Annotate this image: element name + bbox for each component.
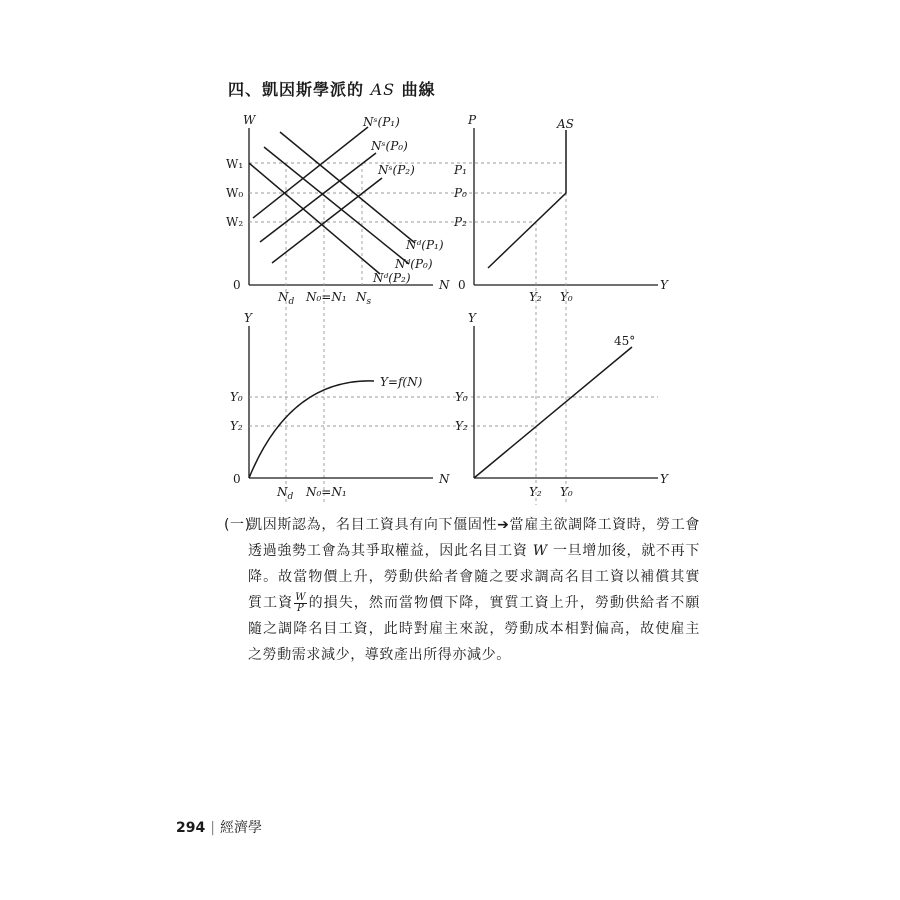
as-curve (488, 130, 566, 268)
as-curve-panel (433, 113, 669, 505)
production-x-label: N (439, 472, 450, 486)
fraction-denominator: P (296, 602, 305, 614)
label-prod-y0: Y₀ (230, 390, 243, 404)
production-function-curve (249, 381, 374, 478)
as-y-label: P (468, 113, 477, 127)
label-as-y0: Y₀ (560, 290, 573, 304)
as-x-label: Y (660, 278, 668, 292)
label-p2: P₂ (454, 215, 467, 229)
labor-origin: 0 (233, 278, 241, 292)
label-ns (355, 290, 372, 307)
label-prod-nd-main: N (277, 485, 288, 499)
label-w2: W₂ (226, 215, 244, 229)
book-title: 經濟學 (219, 820, 262, 836)
label-line45-y0: Y₀ (455, 390, 468, 404)
page-number: 294 (176, 820, 206, 836)
line45-curve (474, 347, 632, 478)
paragraph-part3: 的損失，然而當物價下降，實質工資上升，勞動供給者不願隨之調降名目工資，此時對雇主來說，勞動成本相對偏高，故使雇主之勞動需求減少，導致產出所得亦減少。 (248, 595, 700, 663)
label-ns-sub: s (366, 297, 372, 307)
label-prod-y2: Y₂ (230, 419, 243, 433)
label-prod-nd-sub: d (287, 492, 294, 502)
label-w0: W₀ (226, 186, 244, 200)
production-y-label: Y (244, 311, 252, 325)
label-ns-main: N (356, 290, 367, 304)
paragraph-w-variable: W (532, 543, 548, 559)
page-footer (176, 817, 262, 837)
label-nd-sub: d (288, 297, 295, 307)
line45-angle-label: 45° (614, 334, 636, 348)
label-supply-p2: Nˢ(P₂) (378, 163, 415, 177)
heading-prefix: 四、凱因斯學派的 (228, 80, 371, 99)
label-supply-p1: Nˢ(P₁) (363, 115, 400, 129)
label-demand-p0: Nᵈ(P₀) (395, 257, 433, 271)
label-line45-bottom-y2: Y₂ (529, 485, 542, 499)
real-wage-fraction (294, 593, 307, 614)
line45-y-label: Y (468, 311, 476, 325)
label-demand-p2: Nᵈ(P₂) (373, 271, 411, 285)
label-prod-nd (276, 485, 294, 502)
heading-as: AS (370, 80, 396, 99)
label-p0: P₀ (454, 186, 467, 200)
labor-market-panel (226, 113, 450, 505)
production-panel (230, 311, 658, 502)
label-demand-p1: Nᵈ(P₁) (406, 238, 444, 252)
fraction-numerator: W (295, 591, 307, 603)
line45-panel (455, 311, 669, 499)
production-origin: 0 (233, 472, 241, 486)
labor-y-label: W (243, 113, 256, 127)
paragraph-marker: (一) (224, 517, 251, 533)
label-supply-p0: Nˢ(P₀) (371, 139, 408, 153)
paragraph-part2: 一旦增加後，就不再下降。故當物價上升，勞動供給者會隨之要求調高名目工資以補償其實質工資 (248, 543, 700, 611)
label-prod-n0n1: N₀=N₁ (306, 485, 347, 499)
label-p1: P₁ (454, 163, 467, 177)
heading-suffix: 曲線 (395, 80, 436, 99)
as-curve-label: AS (557, 117, 574, 131)
production-function-label: Y=f(N) (380, 375, 423, 389)
footer-separator: | (210, 820, 215, 836)
label-line45-y2: Y₂ (455, 419, 468, 433)
paragraph-part1: 凱因斯認為，名目工資具有向下僵固性➔當雇主欲調降工資時，勞工會透過強勢工會為其爭取權益，因此名目工資 (248, 517, 700, 559)
line45-x-label: Y (660, 472, 668, 486)
label-as-y2: Y₂ (529, 290, 542, 304)
label-nd-main: N (278, 290, 289, 304)
explanation-paragraph (224, 512, 700, 668)
label-line45-bottom-y0: Y₀ (560, 485, 573, 499)
label-n0n1: N₀=N₁ (306, 290, 347, 304)
as-origin: 0 (458, 278, 466, 292)
labor-demand-p2 (249, 163, 380, 274)
labor-x-label: N (439, 278, 450, 292)
label-w1: W₁ (226, 157, 244, 171)
label-nd (277, 290, 295, 307)
